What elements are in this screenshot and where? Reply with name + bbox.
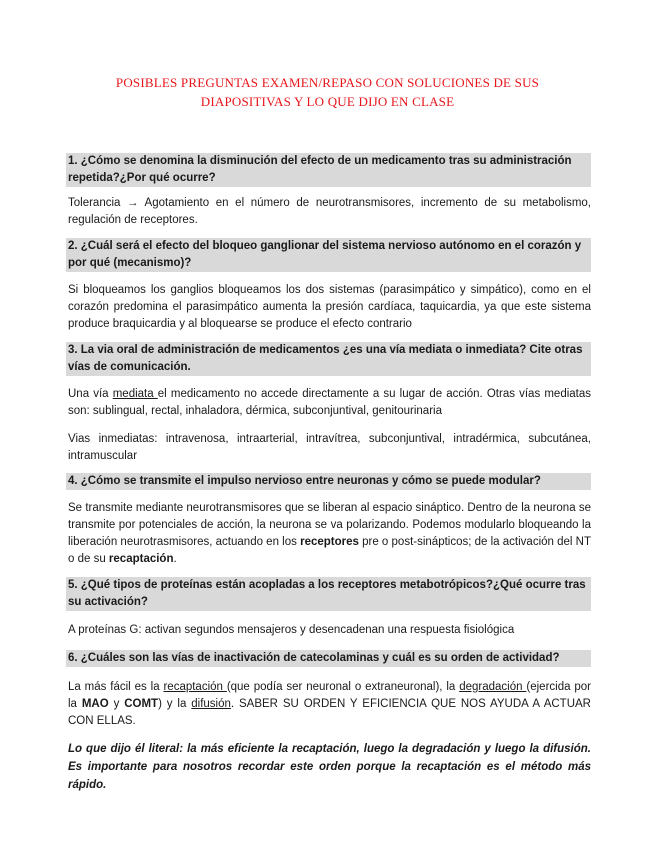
answer-2: Si bloqueamos los ganglios bloqueamos los dos sistemas (parasimpático y simpático), como en el corazón predomina el parasimpático aumenta la presión cardíaca, taquicardia, ya que este sistema produce braquicardia y al bloquearse se produce el efecto contrario xyxy=(68,284,591,330)
answer-6-text-5: ) y la xyxy=(158,698,192,710)
document-title xyxy=(60,73,595,111)
answer-6-difusion: difusión xyxy=(191,698,231,710)
answer-6-text-4: y xyxy=(108,698,125,710)
answer-6-comt: COMT xyxy=(124,698,159,710)
question-1: 1. ¿Cómo se denomina la disminución del efecto de un medicamento tras su administración repetida?¿Por qué ocurre? xyxy=(66,153,591,187)
answer-6-recaptacion: recaptación xyxy=(163,681,227,693)
question-2: 2. ¿Cuál será el efecto del bloqueo ganglionar del sistema nervioso autónomo en el corazón y por qué (mecanismo)? xyxy=(66,238,591,272)
answer-4-part2: pre o post-sinápticos; de la activación del NT o de su xyxy=(68,536,591,565)
answer-6-text-3: (ejercida por la xyxy=(68,681,591,710)
answer-1: Tolerancia → Agotamiento en el número de neurotransmisores, incremento de su metabolismo, regulación de receptores. xyxy=(68,197,591,226)
answer-6-text-1: La más fácil es la xyxy=(68,681,164,693)
answer-6-text-2: (que podía ser neuronal o extraneuronal), la xyxy=(226,681,460,693)
title-line-2: DIAPOSITIVAS Y LO QUE DIJO EN CLASE xyxy=(200,94,455,109)
answer-6 xyxy=(68,679,591,730)
answer-4-bold-recaptacion: recaptación xyxy=(108,553,174,565)
question-3: 3. La via oral de administración de medicamentos ¿es una vía mediata o inmediata? Cite otras vías de comunicación. xyxy=(66,342,591,376)
answer-3-rest: el medicamento no accede directamente a su lugar de acción. Otras vías mediatas son: sublingual, rectal, inhaladora, dérmica, subconjuntival, genitourinaria xyxy=(68,388,592,417)
title-line-1: POSIBLES PREGUNTAS EXAMEN/REPASO CON SOLUCIONES DE SUS xyxy=(115,75,540,90)
answer-6-degradacion: degradación xyxy=(459,681,527,693)
answer-6-mao: MAO xyxy=(81,698,109,710)
answer-4-bold-receptores: receptores xyxy=(300,536,359,548)
question-6: 6. ¿Cuáles son las vías de inactivación de catecolaminas y cuál es su orden de actividad? xyxy=(66,650,591,667)
answer-3-prefix: Una vía xyxy=(68,388,113,400)
answer-3 xyxy=(68,386,591,420)
answer-4-part1: Se transmite mediante neurotransmisores que se liberan al espacio sináptico. Dentro de la neurona se transmite por potenciales de acción, la neurona se va polarizando. Podemos modularlo bloqueando la liberación neurotrasmisores, actuando en los xyxy=(68,502,591,548)
answer-3-underlined: mediata xyxy=(112,388,158,400)
question-4: 4. ¿Cómo se transmite el impulso nervioso entre neuronas y cómo se puede modular? xyxy=(66,473,591,490)
answer-4-part3: . xyxy=(173,553,177,565)
question-5: 5. ¿Qué tipos de proteínas están acopladas a los receptores metabotrópicos?¿Qué ocurre tras su activación? xyxy=(66,577,591,611)
answer-4 xyxy=(68,500,591,568)
answer-5: A proteínas G: activan segundos mensajeros y desencadenan una respuesta fisiológica xyxy=(68,624,515,636)
teacher-note: Lo que dijo él literal: la más eficiente la recaptación, luego la degradación y luego la difusión. Es importante para nosotros recordar este orden porque la recaptación es el método más rápido. xyxy=(68,743,591,791)
answer-3-inmediatas: Vias inmediatas: intravenosa, intraarterial, intravítrea, subconjuntival, intradérmica, subcutánea, intramuscular xyxy=(68,433,591,462)
answer-6-text-6: . SABER SU ORDEN Y EFICIENCIA QUE NOS AYUDA A ACTUAR CON ELLAS. xyxy=(68,698,591,727)
